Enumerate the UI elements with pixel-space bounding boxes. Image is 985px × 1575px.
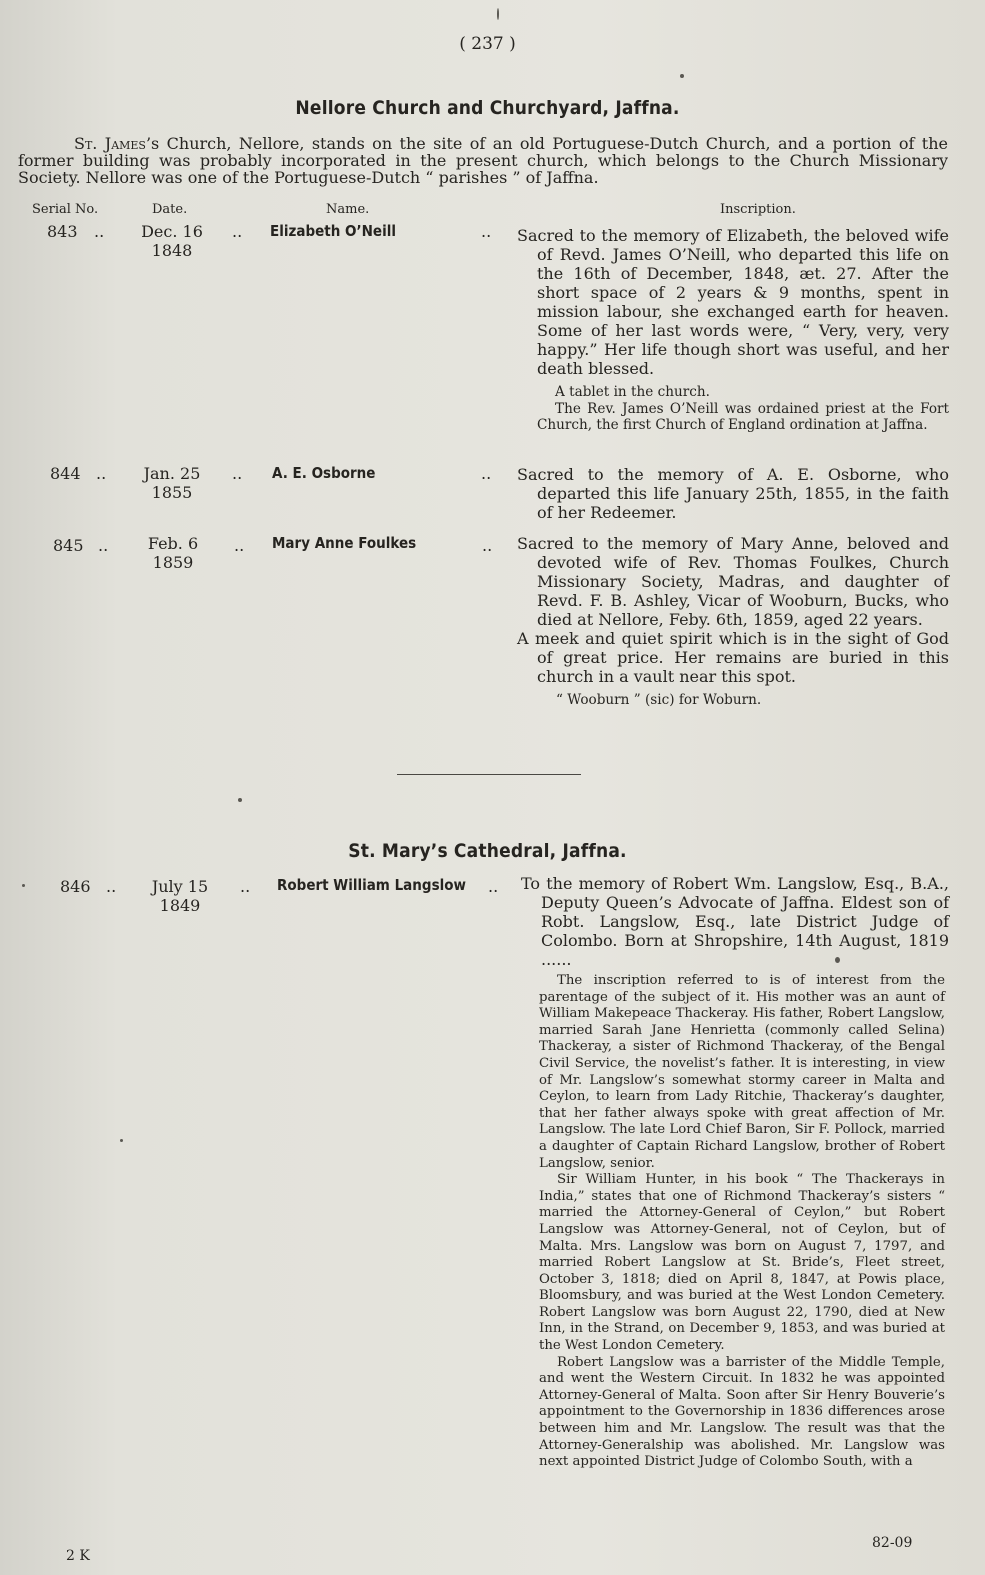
leader-dots: .. [481, 222, 492, 241]
column-header-serial: Serial No. [32, 202, 99, 217]
inscription-text: Sacred to the memory of Mary Anne, beloved and devoted wife of Rev. Thomas Foulkes, Church Missionary Society, Madras, and daughter of Revd. F. B. Ashley, Vicar of Wooburn, Bucks, who died at Nellore, Feby. 6th, 1859, aged 22 years. A meek and quiet spirit which is in the sight of God of great price. Her remains are buried in this church in a vault near this spot. [517, 534, 949, 686]
leader-dots: .. [482, 536, 493, 555]
leader-dots: .. [98, 536, 109, 555]
section-divider [397, 774, 581, 775]
entry-notes [539, 973, 945, 1471]
entry-notes [537, 384, 949, 434]
scan-speck [835, 957, 840, 963]
date-day: Dec. 16 [141, 222, 203, 241]
intro-lead: St. James [74, 134, 146, 153]
note-paragraph: The Rev. James O’Neill was ordained priest at the Fort Church, the first Church of England ordination at Jaffna. [537, 400, 949, 433]
leader-dots: .. [481, 464, 492, 483]
date-year: 1855 [151, 483, 193, 502]
serial-number: 845 [53, 536, 84, 555]
entry-notes [556, 692, 949, 709]
entry-date [132, 222, 212, 260]
section-title-nellore: Nellore Church and Churchyard, Jaffna. [295, 97, 680, 119]
scan-speck [120, 1139, 123, 1142]
note-paragraph: Sir William Hunter, in his book “ The Thackerays in India,” states that one of Richmond Thackeray’s sisters “ married the Attorney-General of Ceylon,” but Robert Langslow was Attorney-General, not of Ceylon, but of Malta. Mrs. Langslow was born on August 7, 1797, and married Robert Langslow at St. Bride’s, Fleet street, October 3, 1818; died on April 8, 1847, at Powis place, Bloomsbury, and was buried at the West London Cemetery. Robert Langslow was born August 22, 1790, died at New Inn, in the Strand, on December 9, 1853, and was buried at the West London Cemetery. [539, 1172, 945, 1354]
print-code: 82-09 [872, 1535, 913, 1551]
note-paragraph: A tablet in the church. [555, 384, 710, 400]
leader-dots: .. [232, 464, 243, 483]
leader-dots: .. [106, 877, 117, 896]
date-year: 1849 [159, 896, 201, 915]
entry-date [140, 877, 220, 915]
column-header-date: Date. [152, 202, 188, 217]
date-day: July 15 [151, 877, 209, 896]
leader-dots: .. [96, 464, 107, 483]
leader-dots: .. [232, 222, 243, 241]
date-day: Jan. 25 [143, 464, 201, 483]
intro-text: ’s Church, Nellore, stands on the site of an old Portuguese-Dutch Church, and a portion of the former building was probably incorporated in the present church, which belongs to the Church Missionary Society. Nellore was one of the Portuguese-Dutch “ parishes ” of Jaffna. [18, 134, 949, 187]
note-paragraph: The inscription referred to is of interest from the parentage of the subject of it. His mother was an aunt of William Makepeace Thackeray. His father, Robert Langslow, married Sarah Jane Henrietta (commonly called Selina) Thackeray, a sister of Richmond Thackeray, of the Bengal Civil Service, the novelist’s father. It is interesting, in view of Mr. Langslow’s somewhat stormy career in Malta and Ceylon, to learn from Lady Ritchie, Thackeray’s daughter, that her father always spoke with great affection of Mr. Langslow. The late Lord Chief Baron, Sir F. Pollock, married a daughter of Captain Richard Langslow, brother of Robert Langslow, senior. [539, 973, 945, 1171]
entry-name: Elizabeth O’Neill [270, 222, 396, 240]
scan-speck [238, 798, 242, 802]
leader-dots: .. [234, 536, 245, 555]
entry-date [132, 464, 212, 502]
section-title-cathedral: St. Mary’s Cathedral, Jaffna. [348, 840, 627, 862]
date-year: 1848 [151, 241, 193, 260]
inscription-text: Sacred to the memory of Elizabeth, the beloved wife of Revd. James O’Neill, who departed this life on the 16th of December, 1848, æt. 27. After the short space of 2 years & 9 months, spent in mission labour, she exchanged earth for heaven. Some of her last words were, “ Very, very, very happy.” Her life though short was useful, and her death blessed. [517, 226, 949, 378]
note-paragraph: Robert Langslow was a barrister of the Middle Temple, and went the Western Circuit. In 1832 he was appointed Attorney-General of Malta. Soon after Sir Henry Bouverie’s appointment to the Governorship in 1836 differences arose between him and Mr. Langslow. The result was that the Attorney-Generalship was abolished. Mr. Langslow was next appointed District Judge of Colombo South, with a [539, 1354, 945, 1470]
serial-number: 843 [47, 222, 78, 241]
inscription-text: Sacred to the memory of A. E. Osborne, who departed this life January 25th, 1855, in the faith of her Redeemer. [517, 465, 949, 522]
scan-speck [680, 74, 684, 78]
entry-name: A. E. Osborne [272, 464, 376, 482]
serial-number: 846 [60, 877, 91, 896]
date-day: Feb. 6 [147, 534, 199, 553]
scan-speck [497, 8, 499, 20]
section-intro [18, 135, 948, 186]
entry-date [133, 534, 213, 572]
note-paragraph: “ Wooburn ” (sic) for Woburn. [556, 692, 762, 708]
leader-dots: .. [488, 877, 499, 896]
serial-number: 844 [50, 464, 81, 483]
signature-mark: 2 K [66, 1548, 90, 1564]
scan-speck [22, 884, 25, 887]
page-number: ( 237 ) [459, 34, 516, 54]
date-year: 1859 [152, 553, 194, 572]
inscription-text: To the memory of Robert Wm. Langslow, Esq., B.A., Deputy Queen’s Advocate of Jaffna. Eldest son of Robt. Langslow, Esq., late District Judge of Colombo. Born at Shropshire, 14th August, 1819 ...... [521, 874, 949, 969]
column-header-name: Name. [326, 202, 370, 217]
leader-dots: .. [94, 222, 105, 241]
entry-name: Robert William Langslow [277, 876, 466, 894]
column-header-inscription: Inscription. [720, 202, 796, 217]
leader-dots: .. [240, 877, 251, 896]
entry-name: Mary Anne Foulkes [272, 534, 417, 552]
